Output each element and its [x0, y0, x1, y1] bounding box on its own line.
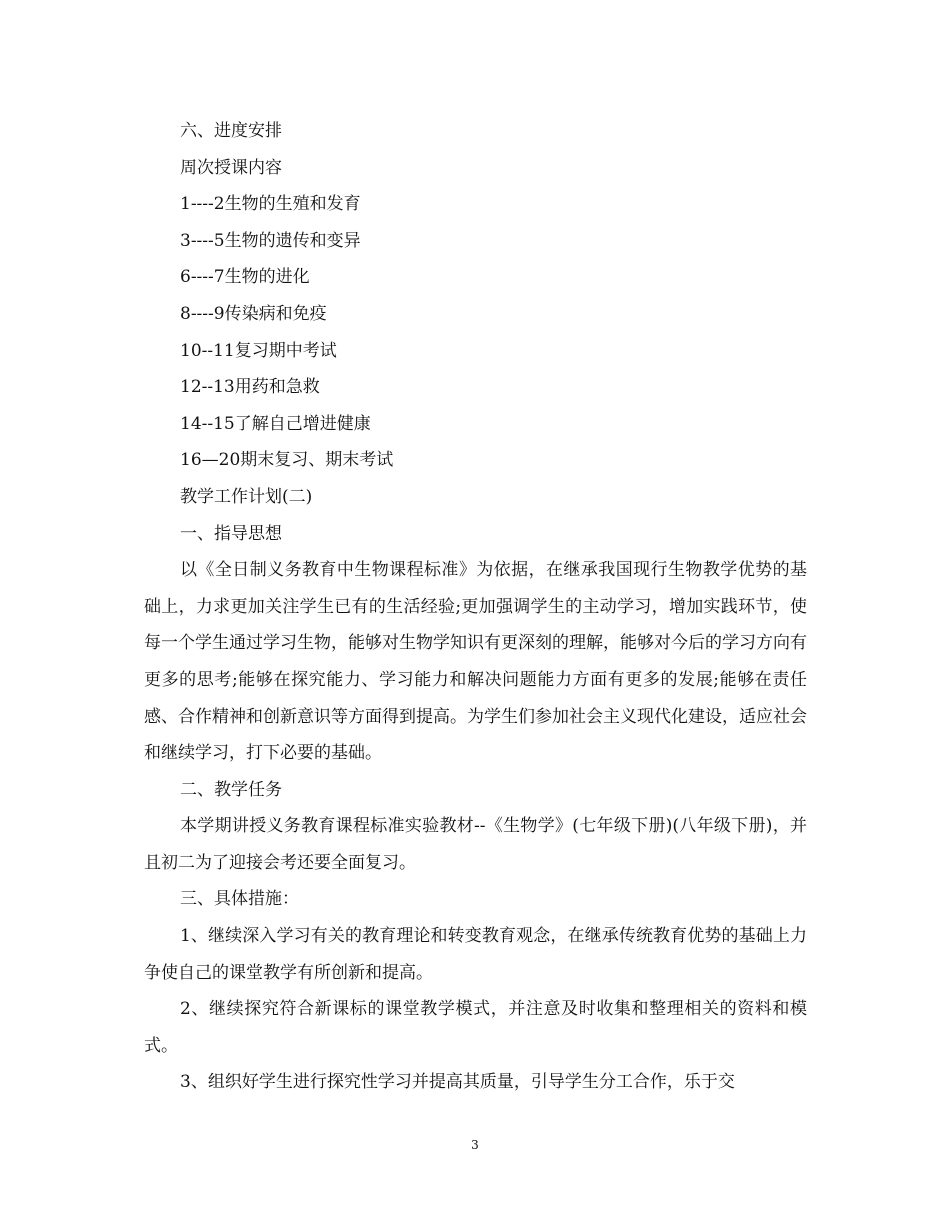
measure-item: 1、继续深入学习有关的教育理论和转变教育观念，在继承传统教育优势的基础上力争使自己的课堂教学有所创新和提高。 — [144, 926, 807, 983]
schedule-row: 3----5生物的遗传和变异 — [180, 230, 361, 251]
schedule-row: 6----7生物的进化 — [180, 267, 310, 288]
measure-item: 3、组织好学生进行探究性学习并提高其质量，引导学生分工合作，乐于交 — [180, 1072, 735, 1093]
schedule-row: 16—20期末复习、期末考试 — [180, 450, 394, 471]
section-heading-tasks: 二、教学任务 — [180, 779, 282, 800]
schedule-row: 14--15了解自己增进健康 — [180, 413, 371, 434]
schedule-row: 10--11复习期中考试 — [180, 340, 337, 361]
document-body — [144, 113, 807, 1101]
plan-title: 教学工作计划(二) — [180, 486, 313, 507]
guiding-paragraph: 以《全日制义务教育中生物课程标准》为依据，在继承我国现行生物教学优势的基础上，力求更加关注学生已有的生活经验;更加强调学生的主动学习，增加实践环节，使每一个学生通过学习生物，能够对生物学知识有更深刻的理解，能够对今后的学习方向有更多的思考;能够在探究能力、学习能力和解决问题能力方面有更多的发展;能够在责任感、合作精神和创新意识等方面得到提高。为学生们参加社会主义现代化建设，适应社会和继续学习，打下必要的基础。 — [144, 560, 807, 764]
page-number: 3 — [471, 1138, 479, 1152]
section-heading-guiding: 一、指导思想 — [180, 523, 282, 544]
section-heading-schedule: 六、进度安排 — [180, 121, 282, 141]
tasks-paragraph: 本学期讲授义务教育课程标准实验教材--《生物学》(七年级下册)(八年级下册)，并且初二为了迎接会考还要全面复习。 — [144, 816, 807, 873]
schedule-row: 8----9传染病和免疫 — [180, 303, 327, 324]
measure-item: 2、继续探究符合新课标的课堂教学模式，并注意及时收集和整理相关的资料和模式。 — [144, 999, 807, 1056]
section-heading-measures: 三、具体措施： — [180, 889, 299, 910]
schedule-row: 12--13用药和急救 — [180, 377, 320, 398]
schedule-column-header: 周次授课内容 — [180, 157, 282, 178]
schedule-row: 1----2生物的生殖和发育 — [180, 194, 361, 215]
